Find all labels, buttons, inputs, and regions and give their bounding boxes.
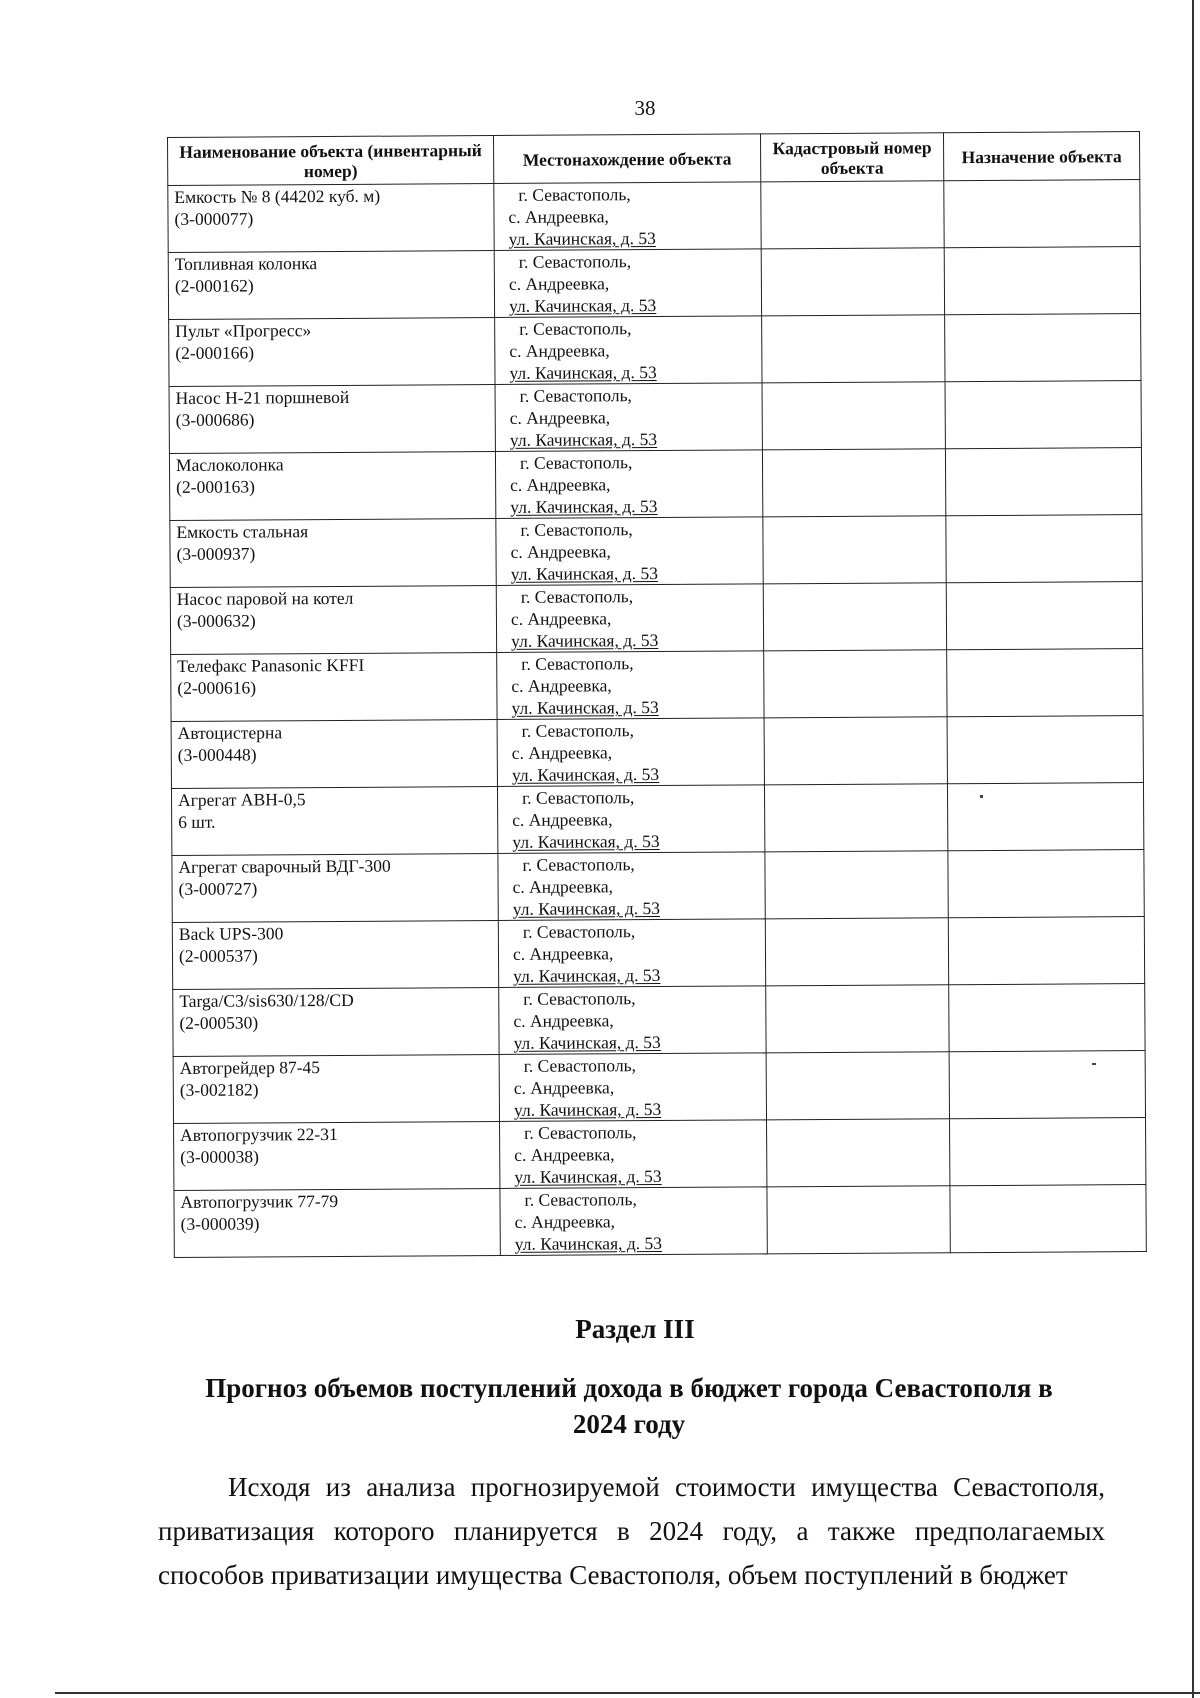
cell-cadastral-number bbox=[765, 851, 948, 919]
location-street: ул. Качинская, д. 53 bbox=[511, 764, 660, 785]
cell-object-location bbox=[495, 316, 762, 385]
location-street: ул. Качинская, д. 53 bbox=[509, 362, 657, 383]
location-village: с. Андреевка, bbox=[511, 742, 613, 763]
cell-object-purpose bbox=[947, 649, 1143, 717]
location-street: ул. Качинская, д. 53 bbox=[513, 965, 661, 986]
table-row bbox=[171, 649, 1143, 722]
cell-object-purpose bbox=[948, 917, 1144, 985]
table-row bbox=[172, 917, 1144, 990]
object-name: Targa/C3/sis630/128/CD bbox=[179, 989, 354, 1011]
cell-object-purpose bbox=[944, 247, 1140, 315]
cell-object-location bbox=[495, 450, 762, 519]
inventory-number: (3-000039) bbox=[180, 1213, 260, 1234]
location-village: с. Андреевка, bbox=[510, 608, 612, 629]
object-name: Топливная колонка bbox=[174, 253, 318, 274]
cell-cadastral-number bbox=[764, 650, 947, 718]
cell-object-name bbox=[173, 1054, 499, 1123]
cell-object-name bbox=[174, 1121, 500, 1190]
location-street: ул. Качинская, д. 53 bbox=[513, 1098, 662, 1120]
cell-object-name bbox=[168, 184, 494, 253]
cell-object-location bbox=[499, 986, 766, 1055]
cell-object-location bbox=[500, 1187, 767, 1256]
location-city: г. Севастополь, bbox=[524, 1189, 637, 1210]
location-village: с. Андреевка, bbox=[512, 943, 614, 964]
cell-cadastral-number bbox=[761, 248, 944, 316]
table-header-row bbox=[168, 132, 1140, 186]
location-city: г. Севастополь, bbox=[519, 452, 633, 473]
cell-object-name bbox=[169, 385, 495, 454]
scan-speck bbox=[1092, 1063, 1096, 1065]
inventory-number: (3-002182) bbox=[179, 1079, 259, 1100]
cell-object-purpose bbox=[950, 1118, 1146, 1186]
section-paragraph: Исходя из анализа прогнозируемой стоимости имущества Севастополя, приватизация которого планируется в 2024 году, а также предполагаемых способов приватизации имущества Севастополя, объем поступлений в бюджет bbox=[158, 1472, 1105, 1590]
cell-cadastral-number bbox=[764, 717, 947, 785]
cell-object-location bbox=[497, 785, 764, 854]
inventory-number: (2-000530) bbox=[179, 1012, 259, 1033]
header-object-purpose: Назначение объекта bbox=[943, 132, 1139, 181]
cell-cadastral-number bbox=[766, 1052, 949, 1120]
scan-border-right bbox=[1192, 0, 1194, 1698]
cell-object-location bbox=[500, 1120, 767, 1189]
cell-object-purpose bbox=[945, 381, 1141, 449]
cell-object-name bbox=[172, 853, 498, 922]
cell-cadastral-number bbox=[762, 315, 945, 383]
header-object-location: Местонахождение объекта bbox=[493, 134, 760, 184]
object-name: Пульт «Прогресс» bbox=[175, 320, 312, 341]
location-street: ул. Качинская, д. 53 bbox=[508, 295, 657, 316]
table-row bbox=[173, 984, 1145, 1057]
cell-cadastral-number bbox=[767, 1119, 950, 1187]
cell-cadastral-number bbox=[764, 784, 947, 852]
cell-object-purpose bbox=[946, 582, 1142, 650]
location-street: ул. Качинская, д. 53 bbox=[512, 898, 661, 919]
cell-cadastral-number bbox=[762, 382, 945, 450]
cell-cadastral-number bbox=[761, 181, 944, 249]
inventory-number: (3-000686) bbox=[175, 409, 255, 430]
location-city: г. Севастополь, bbox=[521, 653, 634, 674]
section-subtitle: Прогноз объемов поступлений дохода в бюджет города Севастополя в 2024 году bbox=[205, 1373, 1053, 1439]
object-name: Телефакс Panasonic KFFI bbox=[177, 654, 365, 676]
scan-border-bottom bbox=[55, 1692, 1200, 1694]
object-name: Агрегат сварочный ВДГ-300 bbox=[178, 855, 391, 877]
object-name: Автогрейдер 87-45 bbox=[179, 1057, 321, 1078]
location-city: г. Севастополь, bbox=[521, 720, 635, 741]
cell-cadastral-number bbox=[763, 583, 946, 651]
cell-cadastral-number bbox=[767, 1186, 950, 1254]
table-row bbox=[173, 1051, 1145, 1124]
location-city: г. Севастополь, bbox=[522, 921, 636, 942]
object-name: Емкость стальная bbox=[176, 521, 309, 542]
object-name: Агрегат АВН-0,5 bbox=[177, 789, 306, 810]
cell-object-location bbox=[498, 919, 765, 988]
location-street: ул. Качинская, д. 53 bbox=[514, 1232, 663, 1254]
cell-object-name bbox=[171, 719, 497, 788]
cell-object-purpose bbox=[949, 1051, 1145, 1119]
object-name: Back UPS-300 bbox=[178, 923, 284, 944]
table-row bbox=[169, 448, 1141, 521]
location-city: г. Севастополь, bbox=[523, 1055, 637, 1076]
cell-object-name bbox=[169, 318, 495, 387]
table-row bbox=[174, 1185, 1146, 1258]
location-village: с. Андреевка, bbox=[510, 541, 611, 562]
header-cadastral-number: Кадастровый номер объекта bbox=[760, 133, 943, 182]
section-title: Раздел III bbox=[575, 1314, 695, 1344]
inventory-number: (3-000038) bbox=[180, 1146, 260, 1167]
object-name: Насос паровой на котел bbox=[176, 587, 354, 609]
cell-object-location bbox=[496, 584, 763, 653]
cell-object-location bbox=[494, 249, 761, 318]
cell-object-purpose bbox=[944, 180, 1140, 248]
cell-object-purpose bbox=[946, 515, 1142, 583]
table-row bbox=[174, 1118, 1146, 1191]
location-village: с. Андреевка, bbox=[509, 407, 611, 428]
cell-object-location bbox=[497, 718, 764, 787]
location-city: г. Севастополь, bbox=[518, 251, 632, 272]
location-village: с. Андреевка, bbox=[514, 1211, 616, 1232]
location-city: г. Севастополь, bbox=[520, 519, 633, 540]
object-name: Автопогрузчик 22-31 bbox=[180, 1123, 338, 1145]
location-village: с. Андреевка, bbox=[513, 1010, 614, 1031]
cell-object-name bbox=[169, 451, 495, 520]
location-city: г. Севастополь, bbox=[524, 1122, 637, 1143]
table-row bbox=[168, 247, 1140, 320]
location-village: с. Андреевка, bbox=[511, 675, 612, 696]
cell-object-purpose bbox=[945, 448, 1141, 516]
location-street: ул. Качинская, д. 53 bbox=[508, 228, 656, 249]
location-street: ул. Качинская, д. 53 bbox=[510, 563, 658, 584]
inventory-number: (2-000616) bbox=[177, 677, 257, 698]
assets-table-container bbox=[167, 131, 1146, 1258]
location-city: г. Севастополь, bbox=[520, 586, 634, 607]
object-name: Маслоколонка bbox=[175, 454, 284, 475]
location-village: с. Андреевка, bbox=[512, 809, 613, 830]
inventory-number: 6 шт. bbox=[178, 811, 216, 832]
location-street: ул. Качинская, д. 53 bbox=[511, 697, 659, 718]
location-street: ул. Качинская, д. 53 bbox=[511, 630, 659, 651]
location-street: ул. Качинская, д. 53 bbox=[513, 1032, 661, 1053]
cell-object-name bbox=[174, 1188, 500, 1257]
cell-cadastral-number bbox=[766, 985, 949, 1053]
cell-object-location bbox=[497, 651, 764, 720]
location-village: с. Андреевка, bbox=[510, 474, 611, 495]
cell-object-purpose bbox=[947, 716, 1143, 784]
table-row bbox=[171, 716, 1143, 789]
cell-object-purpose bbox=[949, 984, 1145, 1052]
location-village: с. Андреевка, bbox=[508, 273, 610, 294]
inventory-number: (3-000727) bbox=[178, 878, 258, 899]
location-street: ул. Качинская, д. 53 bbox=[514, 1165, 662, 1187]
table-row bbox=[170, 582, 1142, 655]
location-city: г. Севастополь, bbox=[522, 854, 635, 875]
inventory-number: (3-000077) bbox=[174, 208, 254, 229]
cell-object-purpose bbox=[947, 783, 1143, 851]
cell-cadastral-number bbox=[763, 516, 946, 584]
object-name: Автопогрузчик 77-79 bbox=[180, 1190, 339, 1212]
location-street: ул. Качинская, д. 53 bbox=[512, 831, 660, 852]
inventory-number: (3-000448) bbox=[177, 744, 257, 765]
location-village: с. Андреевка, bbox=[513, 1077, 615, 1098]
cell-object-purpose bbox=[945, 314, 1141, 382]
assets-table bbox=[167, 131, 1147, 1258]
page-number: 38 bbox=[634, 96, 656, 120]
location-city: г. Севастополь, bbox=[519, 385, 632, 406]
cell-object-location bbox=[499, 1053, 766, 1122]
cell-object-location bbox=[495, 383, 762, 452]
cell-object-name bbox=[170, 585, 496, 654]
cell-object-name bbox=[170, 518, 496, 587]
location-city: г. Севастополь, bbox=[519, 318, 632, 339]
location-city: г. Севастополь, bbox=[523, 988, 636, 1009]
inventory-number: (2-000537) bbox=[178, 945, 258, 966]
location-street: ул. Качинская, д. 53 bbox=[509, 429, 658, 450]
cell-object-location bbox=[498, 852, 765, 921]
object-name: Емкость № 8 (44202 куб. м) bbox=[174, 185, 381, 207]
cell-object-name bbox=[171, 652, 497, 721]
cell-cadastral-number bbox=[765, 918, 948, 986]
location-village: с. Андреевка, bbox=[509, 340, 610, 361]
table-row bbox=[168, 180, 1140, 253]
cell-object-location bbox=[496, 517, 763, 586]
inventory-number: (2-000163) bbox=[176, 476, 255, 497]
table-row bbox=[170, 515, 1142, 588]
table-body bbox=[168, 180, 1147, 1258]
inventory-number: (3-000937) bbox=[176, 543, 256, 564]
cell-object-name bbox=[173, 987, 499, 1056]
location-street: ул. Качинская, д. 53 bbox=[510, 496, 658, 517]
cell-object-name bbox=[171, 786, 497, 855]
inventory-number: (2-000162) bbox=[174, 275, 254, 296]
table-row bbox=[171, 783, 1143, 856]
location-village: с. Андреевка, bbox=[508, 206, 609, 227]
cell-object-name bbox=[172, 920, 498, 989]
table-row bbox=[172, 850, 1144, 923]
scan-speck bbox=[980, 795, 983, 798]
location-city: г. Севастополь, bbox=[521, 787, 635, 808]
cell-object-purpose bbox=[948, 850, 1144, 918]
location-village: с. Андреевка, bbox=[514, 1144, 615, 1165]
cell-cadastral-number bbox=[762, 449, 945, 517]
table-row bbox=[169, 314, 1141, 387]
cell-object-location bbox=[494, 182, 761, 251]
inventory-number: (3-000632) bbox=[176, 610, 256, 631]
cell-object-purpose bbox=[950, 1185, 1146, 1253]
table-row bbox=[169, 381, 1141, 454]
location-city: г. Севастополь, bbox=[518, 184, 631, 205]
header-object-name: Наименование объекта (инвентарный номер) bbox=[168, 136, 494, 186]
object-name: Автоцистерна bbox=[177, 722, 283, 743]
object-name: Насос Н-21 поршневой bbox=[175, 386, 350, 408]
cell-object-name bbox=[168, 251, 494, 320]
inventory-number: (2-000166) bbox=[175, 342, 255, 363]
location-village: с. Андреевка, bbox=[512, 876, 614, 897]
